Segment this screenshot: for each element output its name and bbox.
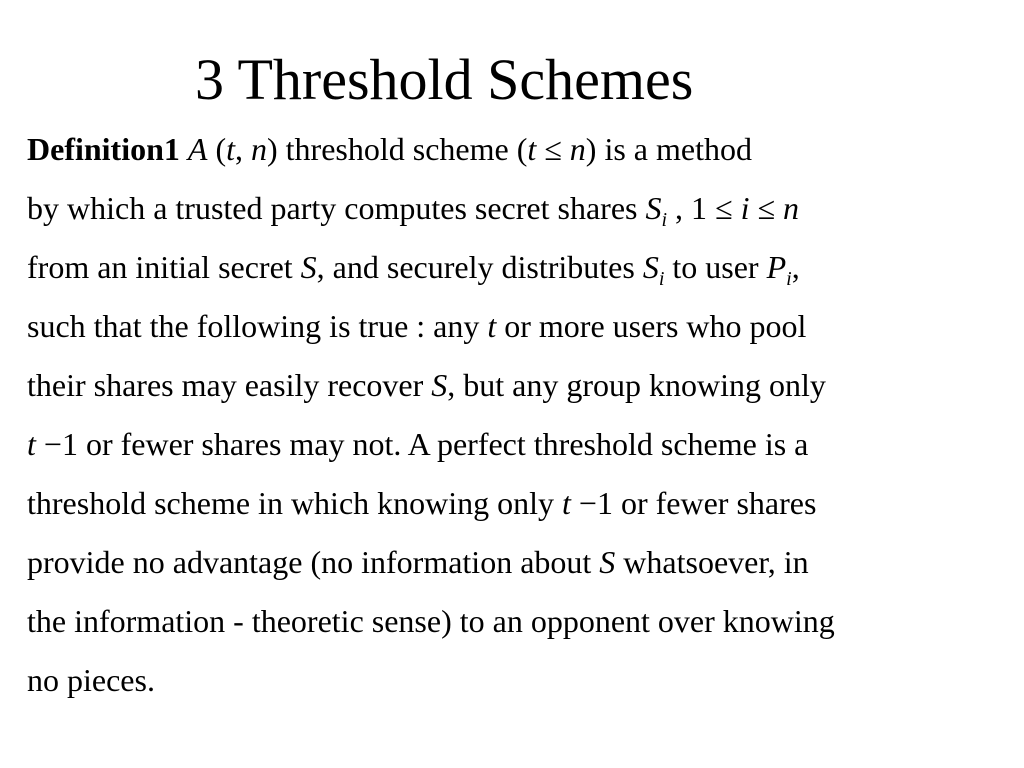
definition-line-10 [27,651,155,709]
math-variable: n [569,131,586,167]
text-run: such that the following is true : any [27,308,488,344]
definition-label: Definition1 [27,131,180,167]
slide-title: 3 Threshold Schemes [195,47,694,112]
text-run: ) is a method [585,131,752,167]
subscript: i [786,268,792,290]
math-variable: n [250,131,267,167]
math-variable: t [487,308,497,344]
math-variable: n [783,190,800,226]
math-variable: S [431,367,448,403]
math-variable: t [562,485,571,521]
definition-line-3 [27,238,800,296]
math-variable: S [599,544,616,580]
text-run: , [791,249,800,285]
subscript: i [661,209,668,231]
text-run: −1 or fewer shares [570,485,817,521]
text-run: no pieces. [27,662,155,698]
math-variable: P [766,249,787,285]
text-run: , 1 ≤ [667,190,741,226]
definition-line-2 [27,179,799,237]
math-variable: t [226,131,235,167]
math-variable: i [740,190,750,226]
text-run: whatsoever, in [615,544,809,580]
definition-line-1 [27,120,752,178]
definition-line-9 [27,592,835,650]
text-run: , and securely distributes [316,249,643,285]
math-variable: S [300,249,317,285]
definition-line-8 [27,533,809,591]
text-run: ( [207,131,227,167]
text-run: the information - theoretic sense) to an opponent over knowing [27,603,835,639]
definition-line-4 [27,297,806,355]
text-run: or more users who pool [496,308,807,344]
text-run: , but any group knowing only [447,367,826,403]
definition-line-6 [27,415,808,473]
math-variable: S [645,190,662,226]
text-run: , [234,131,251,167]
text-run: ≤ [536,131,570,167]
text-run: −1 or fewer shares may not. A perfect threshold scheme is a [35,426,809,462]
math-variable: t [27,426,36,462]
text-run: from an initial secret [27,249,301,285]
text-run: provide no advantage (no information about [27,544,600,580]
definition-line-5 [27,356,826,414]
text-run: their shares may easily recover [27,367,432,403]
text-run: to user [664,249,767,285]
math-variable: A [187,131,208,167]
math-variable: S [642,249,659,285]
text-run: ≤ [749,190,784,226]
text-run: threshold scheme in which knowing only [27,485,563,521]
definition-line-7 [27,474,816,532]
subscript: i [658,268,665,290]
math-variable: t [527,131,537,167]
text-run: by which a trusted party computes secret shares [27,190,646,226]
text-run: ) threshold scheme ( [266,131,528,167]
